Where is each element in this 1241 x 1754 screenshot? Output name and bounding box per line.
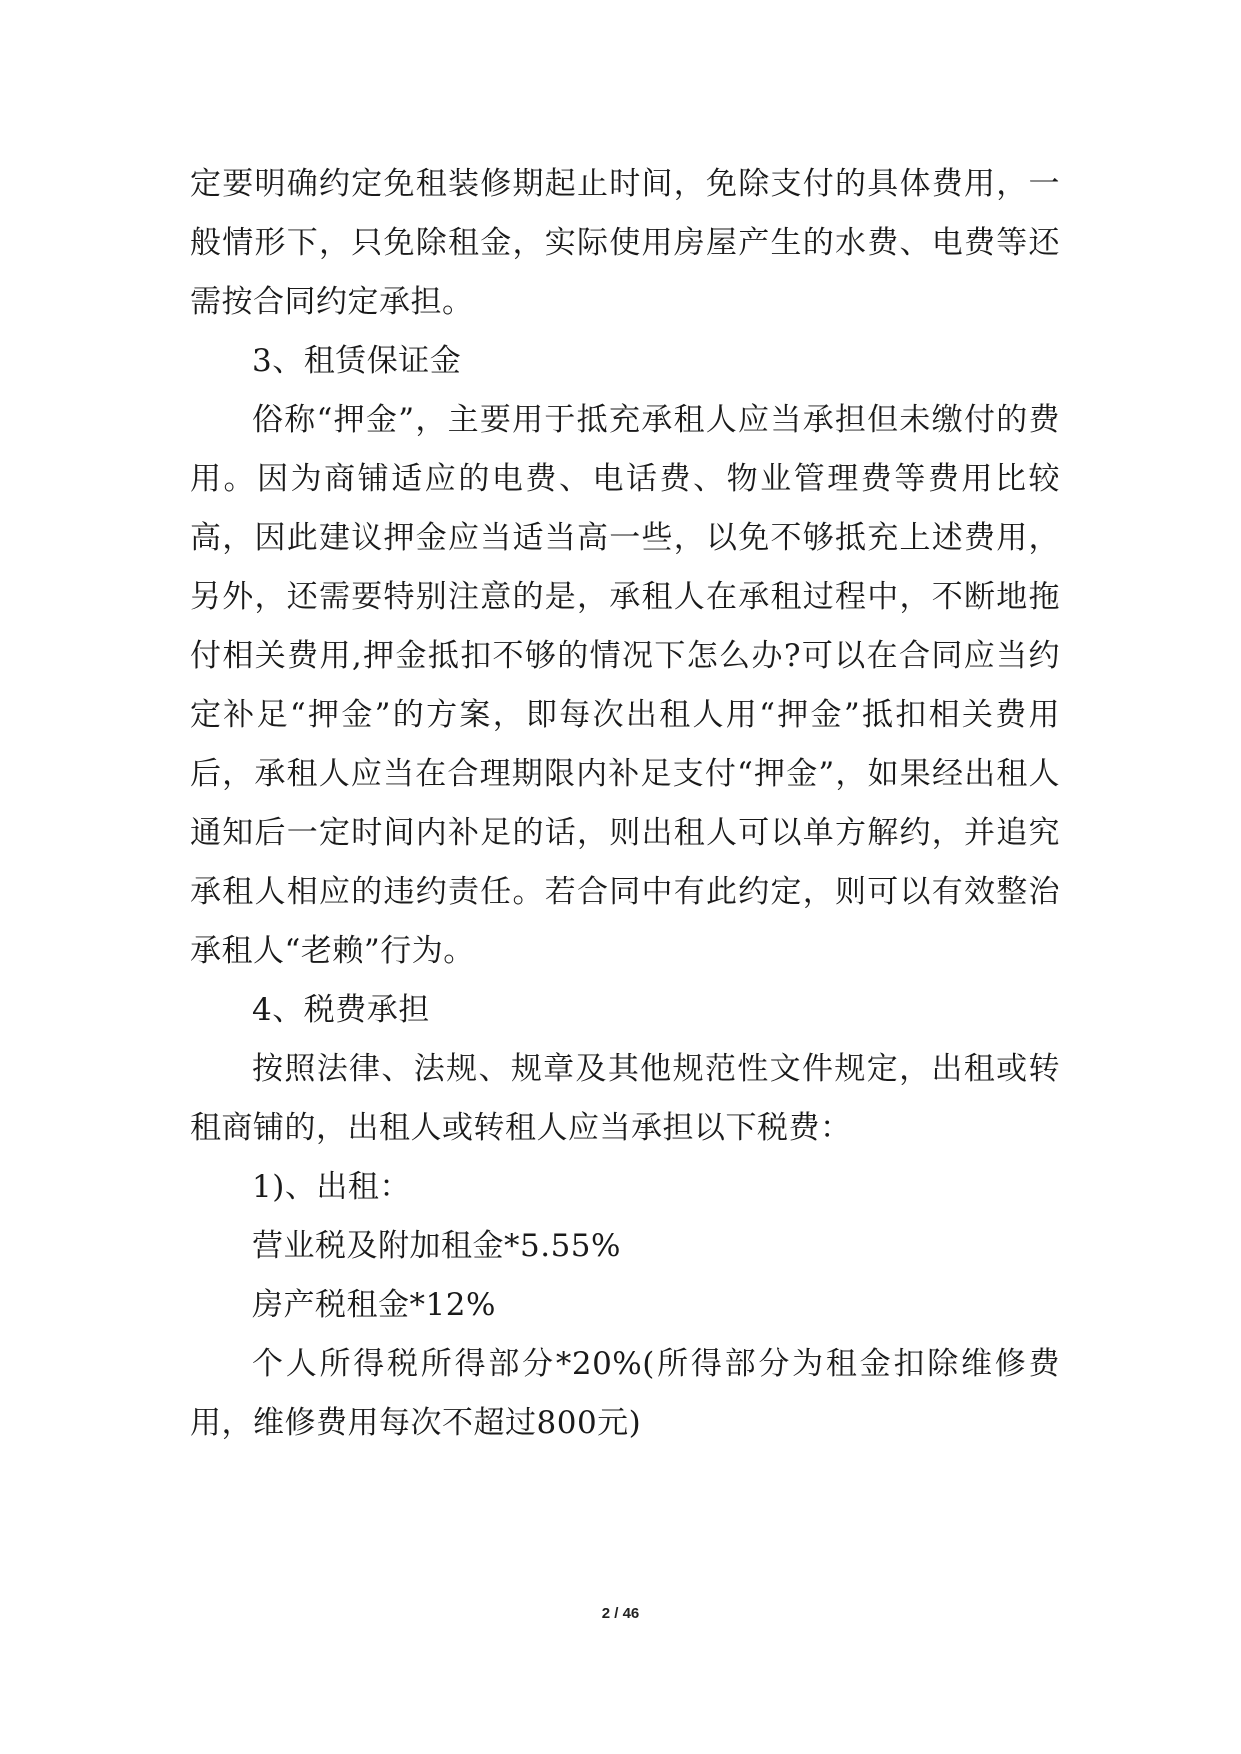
paragraph: 定要明确约定免租装修期起止时间，免除支付的具体费用，一般情形下，只免除租金，实际使用房屋产生的水费、电费等还需按合同约定承担。 bbox=[190, 166, 1060, 320]
list-item: 个人所得税所得部分*20%(所得部分为租金扣除维修费用，维修费用每次不超过800元) bbox=[190, 1346, 1060, 1441]
paragraph: 俗称“押金”，主要用于抵充承租人应当承担但未缴付的费用。因为商铺适应的电费、电话费、物业管理费等费用比较高，因此建议押金应当适当高一些，以免不够抵充上述费用，另外，还需要特别注意的是，承租人在承租过程中，不断地拖付相关费用,押金抵扣不够的情况下怎么办?可以在合同应当约定补足“押金”的方案，即每次出租人用“押金”抵扣相关费用后，承租人应当在合理期限内补足支付“押金”，如果经出租人通知后一定时间内补足的话，则出租人可以单方解约，并追究承租人相应的违约责任。若合同中有此约定，则可以有效整治承租人“老赖”行为。 bbox=[190, 402, 1060, 969]
list-item: 营业税及附加租金*5.55% bbox=[252, 1228, 621, 1264]
section-heading-taxes: 4、税费承担 bbox=[252, 992, 430, 1028]
page-number: 2 / 46 bbox=[601, 1605, 640, 1622]
document-body bbox=[190, 155, 1060, 1453]
section-heading-deposit: 3、租赁保证金 bbox=[252, 343, 462, 379]
list-heading: 1)、出租： bbox=[252, 1169, 411, 1205]
list-item: 房产税租金*12% bbox=[252, 1287, 496, 1323]
paragraph: 按照法律、法规、规章及其他规范性文件规定，出租或转租商铺的，出租人或转租人应当承担以下税费： bbox=[190, 1051, 1060, 1146]
